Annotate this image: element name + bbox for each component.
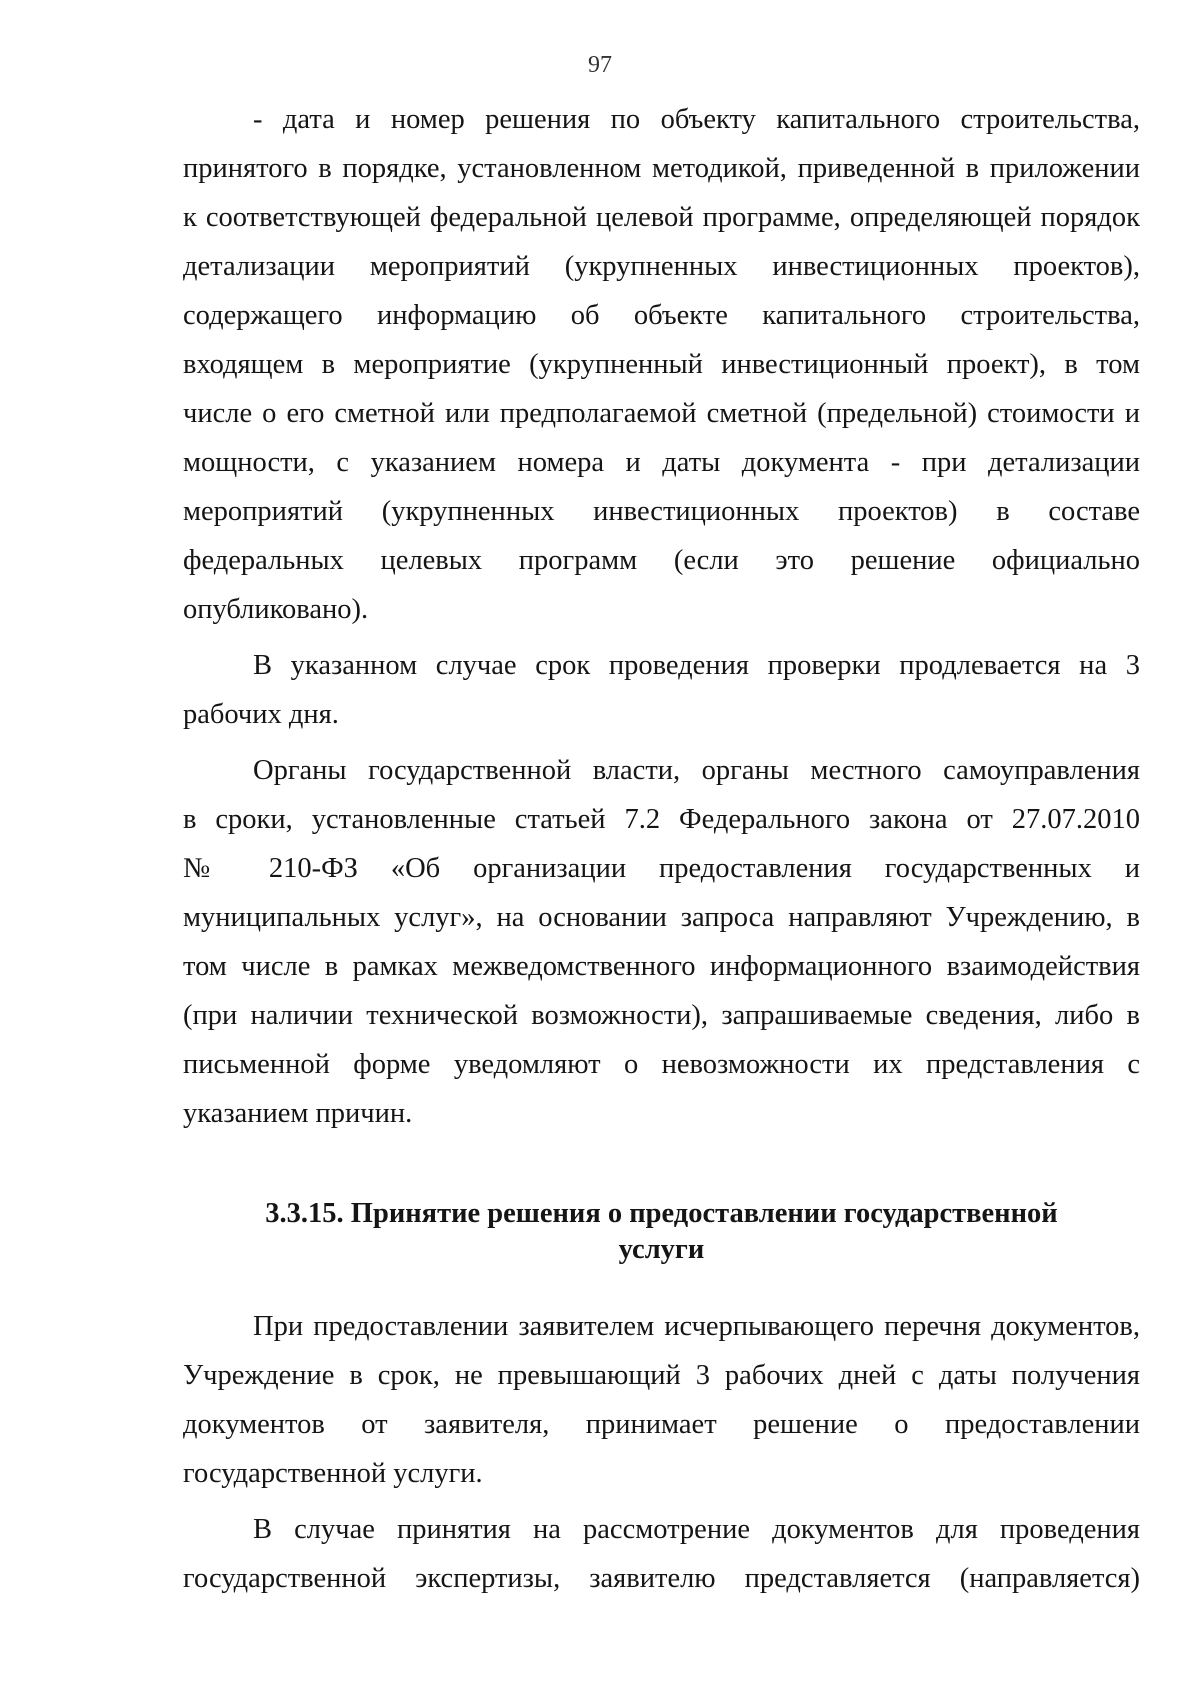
text-line: муниципальных услуг», на основании запроса направляют Учреждению, в (183, 902, 1140, 933)
text-line: том числе в рамках межведомственного информационного взаимодействия (183, 951, 1140, 982)
section-heading-line: 3.3.15. Принятие решения о предоставлении государственной (265, 1198, 1058, 1229)
text-line: принятого в порядке, установленном методикой, приведенной в приложении (183, 153, 1140, 184)
text-line: числе о его сметной или предполагаемой сметной (предельной) стоимости и (183, 398, 1140, 429)
text-line: мощности, с указанием номера и даты документа - при детализации (183, 447, 1140, 478)
paragraph-decision-details-end (183, 585, 1140, 634)
text-line: детализации мероприятий (укрупненных инвестиционных проектов), (183, 251, 1140, 282)
text-line: документов от заявителя, принимает решение о предоставлении (183, 1409, 1140, 1440)
text-line: В указанном случае срок проведения проверки продлевается на 3 (253, 650, 1140, 681)
text-line: опубликовано). (183, 594, 369, 625)
paragraph-expertise (183, 1505, 1140, 1603)
paragraph-extension (183, 641, 1140, 690)
text-line: в сроки, установленные статьей 7.2 Федерального закона от 27.07.2010 (183, 804, 1140, 835)
paragraph-decision-making-end (183, 1449, 1140, 1498)
page-number: 97 (588, 52, 612, 78)
text-line: В случае принятия на рассмотрение документов для проведения (253, 1514, 1140, 1545)
section-heading-line: услуги (618, 1234, 705, 1265)
text-line: федеральных целевых программ (если это решение официально (183, 545, 1140, 576)
text-line: Учреждение в срок, не превышающий 3 рабочих дней с даты получения (183, 1360, 1140, 1391)
text-line: Органы государственной власти, органы местного самоуправления (253, 755, 1140, 786)
text-line: № 210-ФЗ «Об организации предоставления государственных и (183, 853, 1140, 884)
text-line: - дата и номер решения по объекту капитального строительства, (253, 104, 1140, 135)
paragraph-decision-making (183, 1302, 1140, 1449)
text-line: При предоставлении заявителем исчерпывающего перечня документов, (253, 1311, 1140, 1342)
text-line: (при наличии технической возможности), запрашиваемые сведения, либо в (183, 1000, 1140, 1031)
text-line: государственной экспертизы, заявителю представляется (направляется) (183, 1563, 1140, 1594)
text-line: к соответствующей федеральной целевой программе, определяющей порядок (183, 202, 1140, 233)
paragraph-extension-end (183, 690, 1140, 739)
text-line: письменной форме уведомляют о невозможности их представления с (183, 1049, 1140, 1080)
text-line: указанием причин. (183, 1098, 413, 1129)
text-line: мероприятий (укрупненных инвестиционных проектов) в составе (183, 496, 1140, 527)
text-line: входящем в мероприятие (укрупненный инвестиционный проект), в том (183, 349, 1140, 380)
paragraph-authorities-end (183, 1089, 1140, 1138)
paragraph-decision-details (183, 95, 1140, 585)
paragraph-authorities (183, 746, 1140, 1089)
text-line: государственной услуги. (183, 1458, 483, 1489)
text-line: рабочих дня. (183, 699, 339, 730)
section-heading (183, 1196, 1140, 1268)
text-line: содержащего информацию об объекте капитального строительства, (183, 300, 1140, 331)
